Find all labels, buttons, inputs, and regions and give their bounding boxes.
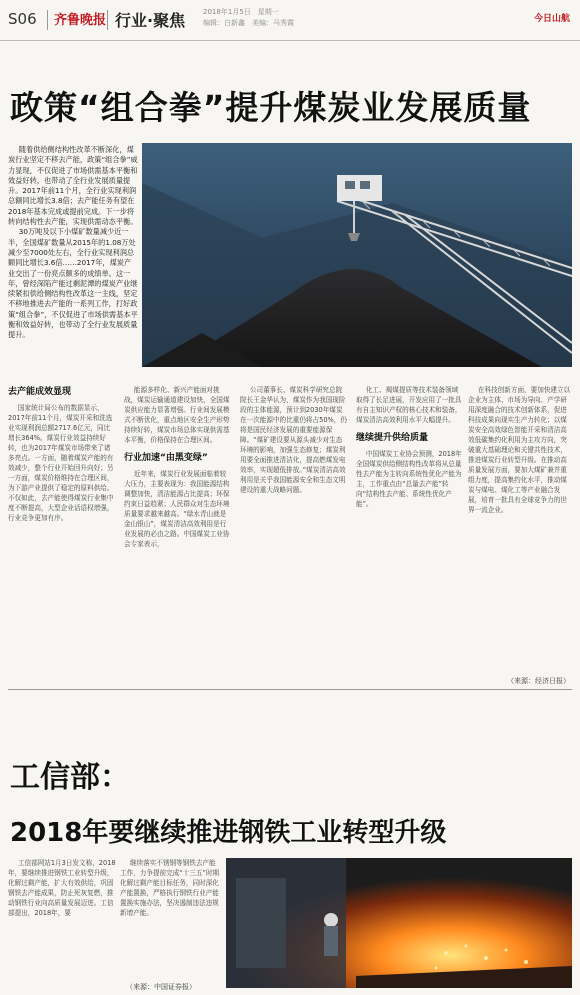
masthead — [0, 0, 580, 41]
section-title: 行业·聚焦 — [115, 11, 186, 30]
body-text: 化工、褐煤提质等技术装备领域取得了长足进展，开发应用了一批具有自主知识产权的核心技术和装备，煤炭清洁高效利用水平大幅提升。 — [356, 386, 462, 424]
article2-column-2 — [120, 858, 220, 918]
meta-date: 2018年1月5日 星期一 — [203, 8, 279, 16]
article1-column-1 — [8, 385, 116, 523]
meta-editors: 编辑：白新鑫 美编：马秀霞 — [203, 19, 294, 27]
body-text: 中国煤炭工业协会预测，2018年全国煤炭供给侧结构性改革将从总量性去产能为主转向系统性优化产能为主，工作重点由“总量去产能”转向“结构性去产能、系统性优化产能”。 — [356, 450, 462, 508]
conveyor-cab — [337, 175, 382, 201]
article1-headline: 政策“组合拳”提升煤炭业发展质量 — [10, 88, 532, 127]
body-text: 能源多样化、新兴产能面对挑战，煤炭运输通道建设加快，全国煤炭供应能力显著增强。行业间发展模式不断优化，重点地区安全生产形势持续好转，煤炭市场总体实现供需基本平衡，价格保持在合理区间。 — [124, 386, 230, 444]
article1-column-5 — [468, 385, 572, 515]
page-number: S06 — [8, 10, 37, 28]
lead-paragraph: 随着供给侧结构性改革不断深化，煤炭行业坚定不移去产能，政策“组合拳”威力显现，不仅促进了市场供需基本平衡和效益好转，也带动了全行业发展质量提升。2017年前11个月，全行业实现利润总额同比增长3.8倍；去产能任务有望在2018年基本完成或提前完成。下一步将转向结构性去产能，实现供需动态平衡。 — [8, 145, 138, 227]
subhead-supply: 继续提升供给质量 — [356, 433, 429, 443]
masthead-meta — [203, 7, 294, 29]
article2-column-1 — [8, 858, 116, 918]
body-text: 继续落实不锈钢等钢铁去产能工作，力争提前完成“十三五”时期化解过剩产能目标任务，同时深化产能置换，严格执行钢铁行业产能置换实施办法，坚决遏制违法违规新增产能。 — [120, 859, 220, 917]
coal-conveyor-photo — [142, 143, 572, 367]
body-text: 公司董事长、煤炭科学研究总院院长王金华认为，煤炭作为我国现阶段的主体能源，预计到2030年煤炭在一次能源中的比重仍将占50%，仍将是国民经济发展的重要能源保障。“煤矿建设要从源头减少对生态环境的影响，加强生态修复；煤炭利用要全面推进清洁化，提高燃煤发电效率，实现超低排放。”煤炭清洁高效利用是关乎我国能源安全和生态文明建设的重大战略问题。 — [240, 386, 347, 494]
body-text: 工信部网站1月3日发文称，2018年，要继续推进钢铁工业转型升级，化解过剩产能，扩大有效供给，巩固钢铁去产能成果，防止死灰复燃，推动钢铁行业向高质量发展迈进。工信部提出，2018年，要 — [8, 859, 116, 917]
body-text: 近年来，煤炭行业发展面临着较大压力，主要表现为：我国能源结构调整加快，清洁能源占比提高；环保约束日益趋紧；人民群众对生态环境质量要求越来越高。“绿水青山就是金山银山”，煤炭清洁高效利用是行业发展的必由之路。中国煤炭工业协会专家表示， — [124, 470, 230, 548]
article1-column-4 — [356, 385, 464, 509]
article2-headline-part1: 工信部： — [10, 760, 130, 795]
body-text: 在科技创新方面，要加快建立以企业为主体、市场为导向、产学研用深度融合的技术创新体系，促进科技成果向现实生产力转化；以煤炭安全高效绿色智能开采和清洁高效低碳集约化利用为主攻方向，突破重大基础理论和关键共性技术，推进煤炭行业转型升级。在推动高质量发展方面，要加大煤矿兼并重组力度，提高集约化水平，推动煤炭与煤电、煤化工等产业融合发展，培育一批具有全球竞争力的世界一流企业。 — [468, 386, 571, 514]
subhead-capacity: 去产能成效显现 — [8, 387, 72, 397]
article2-headline-part2: 2018年要继续推进钢铁工业转型升级 — [10, 818, 447, 848]
masthead-divider — [47, 10, 48, 30]
steel-mill-illustration — [226, 858, 572, 988]
subhead-green: 行业加速“由黑变绿” — [124, 453, 208, 463]
steel-mill-photo — [226, 858, 572, 988]
masthead-divider — [107, 10, 108, 30]
coal-conveyor-illustration — [142, 143, 572, 367]
article2-source: （来源：中国证券报） — [126, 983, 196, 991]
lead-paragraph: 30万吨及以下小煤矿数量减少近一半，全国煤矿数量从2015年的1.08万处减少至7000处左右，全行业实现利润总额同比增长3.6倍……2017年，煤炭产业交出了一份亮点颇多的成绩单。这一年，曾经深陷产能过剩泥潭的煤炭产业继续紧扣供给侧结构性改革这一主线，坚定不移地推进去产能的一系列工作，打好政策“组合拳”，不仅促进了市场供需基本平衡和效益好转，也带动了全行业发展质量提升。 — [8, 227, 138, 340]
article1-source: （来源：经济日报） — [507, 677, 570, 685]
article1-column-3 — [240, 385, 348, 495]
article1-column-2 — [124, 385, 232, 549]
article-divider — [8, 689, 572, 690]
body-text: 国家统计局公布的数据显示，2017年前11个月，煤炭开采和洗选业实现利润总额2717.6亿元，同比增长364%。煤炭行业效益持续好转，也为2017年煤炭市场带来了诸多亮点。一方面，随着煤炭产能的有效减少，整个行业开始回升向好；另一方面，煤炭价格维持在合理区间，为下游产业提供了稳定的原料供给。不仅如此，去产能使得煤炭行业集中度不断提高，大型企业话语权增强，行业竞争更加有序。 — [8, 404, 114, 522]
article1-lead — [8, 145, 138, 341]
paper-name: 齐鲁晚报 — [54, 13, 107, 28]
worker-helmet — [324, 913, 338, 927]
today-label: 今日山航 — [533, 14, 570, 24]
